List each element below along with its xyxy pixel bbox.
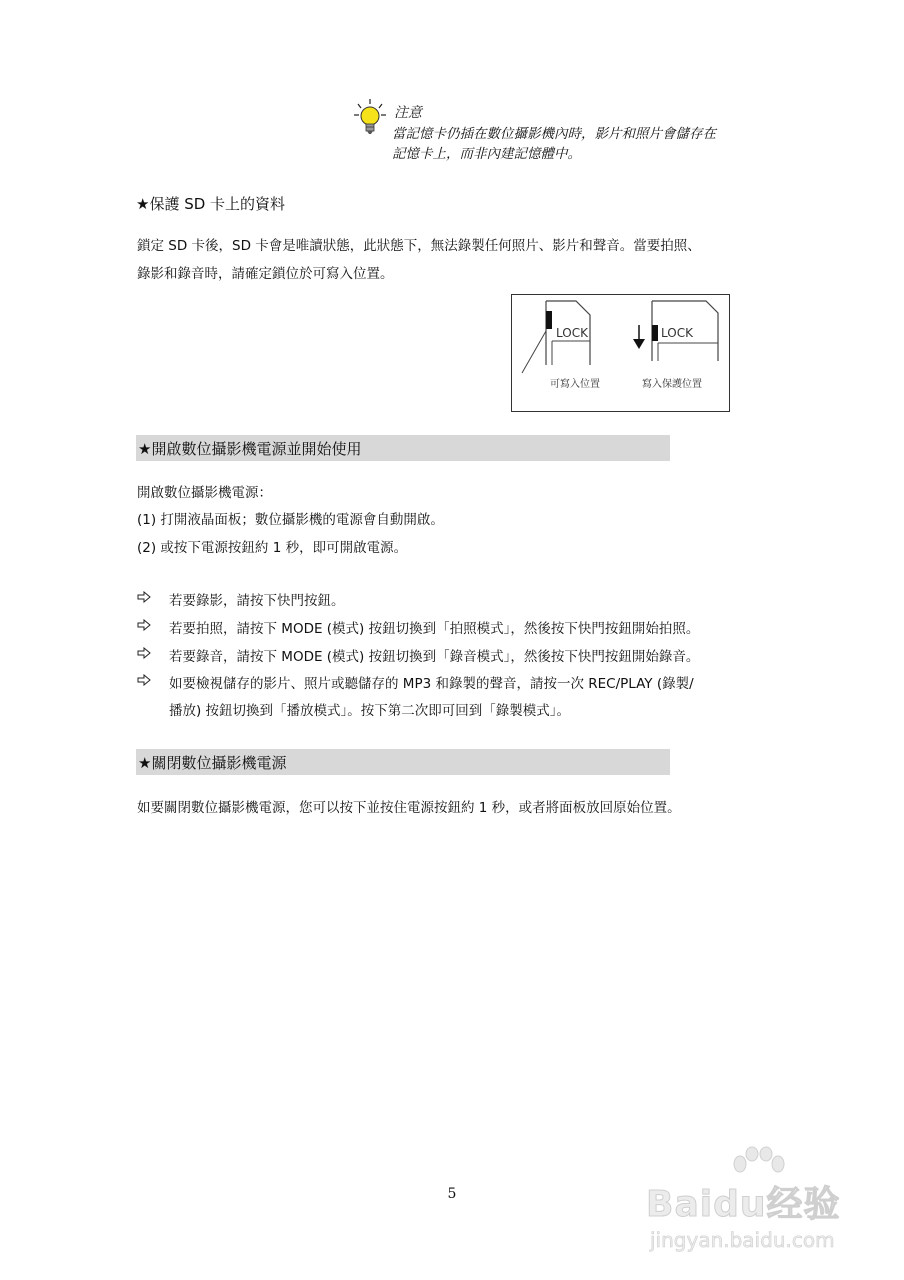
watermark-url: jingyan.baidu.com [650, 1228, 835, 1252]
power-off-heading: ★關閉數位攝影機電源 [138, 753, 287, 772]
power-on-step-2: (2) 或按下電源按鈕約 1 秒，即可開啟電源。 [137, 540, 408, 556]
writable-caption: 可寫入位置 [550, 379, 600, 390]
note-line-1: 當記憶卡仍插在數位攝影機內時，影片和照片會儲存在 [392, 126, 716, 142]
arrow-bullet-icon [137, 647, 151, 659]
note-title: 注意 [394, 105, 422, 121]
lock-label-left: LOCK [556, 326, 588, 340]
arrow-bullet-icon [137, 591, 151, 603]
page-number: 5 [447, 1186, 457, 1202]
arrow-bullet-icon [137, 619, 151, 631]
write-protect-caption: 寫入保護位置 [642, 379, 702, 390]
power-on-heading: ★開啟數位攝影機電源並開始使用 [138, 439, 362, 458]
power-off-heading-bar [136, 749, 670, 775]
sd-card-illustration [512, 295, 728, 410]
lightbulb-icon [352, 98, 388, 138]
sd-text-line-1: 鎖定 SD 卡後，SD 卡會是唯讀狀態，此狀態下，無法錄製任何照片、影片和聲音。當要拍照、 [137, 238, 701, 254]
arrow-bullet-icon [137, 674, 151, 686]
lock-label-right: LOCK [661, 326, 693, 340]
bullet-playback-continued: 播放) 按鈕切換到「播放模式」。按下第二次即可回到「錄製模式」。 [169, 703, 571, 719]
bullet-playback: 如要檢視儲存的影片、照片或聽儲存的 MP3 和錄製的聲音，請按一次 REC/PLAY (錄製/ [169, 676, 694, 692]
power-on-step-1: (1) 打開液晶面板；數位攝影機的電源會自動開啟。 [137, 512, 444, 528]
bullet-record-audio: 若要錄音，請按下 MODE (模式) 按鈕切換到「錄音模式」，然後按下快門按鈕開始錄音。 [169, 649, 700, 665]
sd-text-line-2: 錄影和錄音時，請確定鎖位於可寫入位置。 [137, 266, 394, 282]
bullet-take-photo: 若要拍照，請按下 MODE (模式) 按鈕切換到「拍照模式」，然後按下快門按鈕開始拍照。 [169, 621, 700, 637]
power-on-heading-bar [136, 435, 670, 461]
bullet-record-video: 若要錄影，請按下快門按鈕。 [169, 593, 345, 609]
baidu-watermark [646, 1146, 854, 1270]
watermark-brand: Baidu经验 [646, 1184, 841, 1225]
sd-section-heading: ★保護 SD 卡上的資料 [136, 195, 286, 213]
power-off-text: 如要關閉數位攝影機電源，您可以按下並按住電源按鈕約 1 秒，或者將面板放回原始位置。 [137, 800, 681, 816]
sd-lock-diagram [511, 294, 730, 412]
note-line-2: 記憶卡上，而非內建記憶體中。 [392, 146, 581, 162]
power-on-intro: 開啟數位攝影機電源： [137, 485, 272, 501]
